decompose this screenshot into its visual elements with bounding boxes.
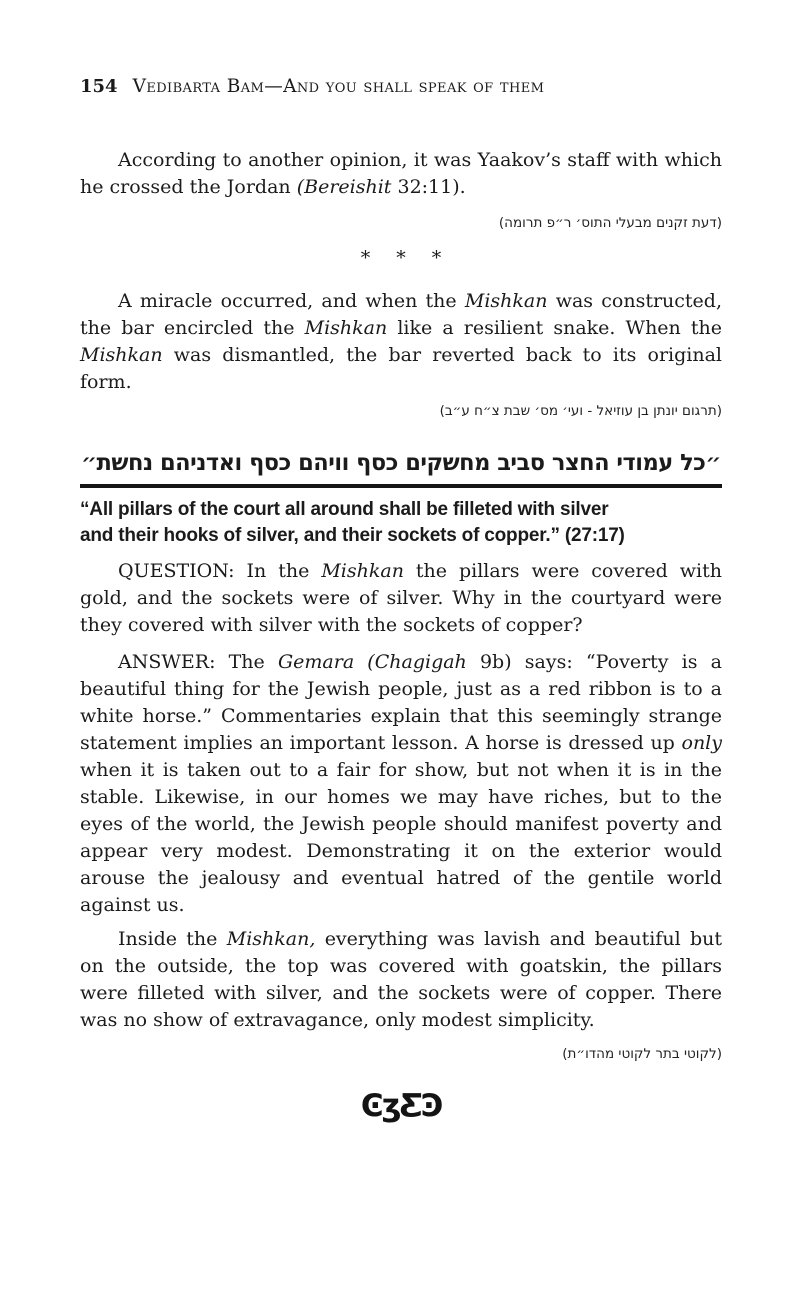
heading-rule [80, 484, 722, 488]
asterisk-separator: * * * [360, 247, 442, 269]
paragraph-yaakov-staff: According to another opinion, it was Yaakov’s staff with which he crossed the Jordan (Bereishit 32:11). [80, 149, 722, 198]
english-verse-line-1: “All pillars of the court all around shall be filleted with silver [80, 499, 609, 520]
closing-paragraph: Inside the Mishkan, everything was lavish and beautiful but on the outside, the top was covered with goatskin, the pillars were filleted with silver, and the sockets were of copper. There was no show of extravagance, only modest simplicity. [80, 928, 722, 1031]
citation-daas-zekeinim: (דעת זקנים מבעלי התוס׳ ר״פ תרומה) [498, 215, 722, 231]
answer-paragraph: ANSWER: The Gemara (Chagigah 9b) says: “Poverty is a beautiful thing for the Jewish people, just as a red ribbon is to a white horse.” Commentaries explain that this seemingly strange statement implies an important lesson. A horse is dressed up only when it is taken out to a fair for show, but not when it is in the stable. Likewise, in our homes we may have riches, but to the eyes of the world, the Jewish people should manifest poverty and appear very modest. Demonstrating it on the exterior would arouse the jealousy and eventual hatred of the gentile world against us. [80, 651, 723, 916]
section-end-ornament-icon: ϾʒƸϿ [360, 1088, 442, 1124]
hebrew-verse-heading: ״כל עמודי החצר סביב מחשקים כסף וויהם כסף ואדניהם נחשת״ [81, 450, 721, 476]
paragraph-miracle-bar: A miracle occurred, and when the Mishkan was constructed, the bar encircled the Mishkan like a resilient snake. When the Mishkan was dismantled, the bar reverted back to its original form. [80, 290, 723, 393]
citation-targum-yonasan: (תרגום יונתן בן עוזיאל - ועי׳ מס׳ שבת צ״ח ע״ב) [439, 403, 722, 419]
citation-likkutei-basar-likkutei: (לקוטי בתר לקוטי מהדו״ת) [562, 1046, 722, 1062]
running-header [80, 76, 722, 97]
page-number: 154 [80, 76, 118, 97]
english-verse-line-2: and their hooks of silver, and their sockets of copper.” (27:17) [80, 525, 625, 546]
running-title: Vedibarta Bam—And you shall speak of them [132, 76, 545, 97]
question-paragraph: QUESTION: In the Mishkan the pillars were covered with gold, and the sockets were of silver. Why in the courtyard were they covered with silver with the sockets of copper? [80, 560, 722, 636]
english-verse-heading [80, 497, 722, 549]
